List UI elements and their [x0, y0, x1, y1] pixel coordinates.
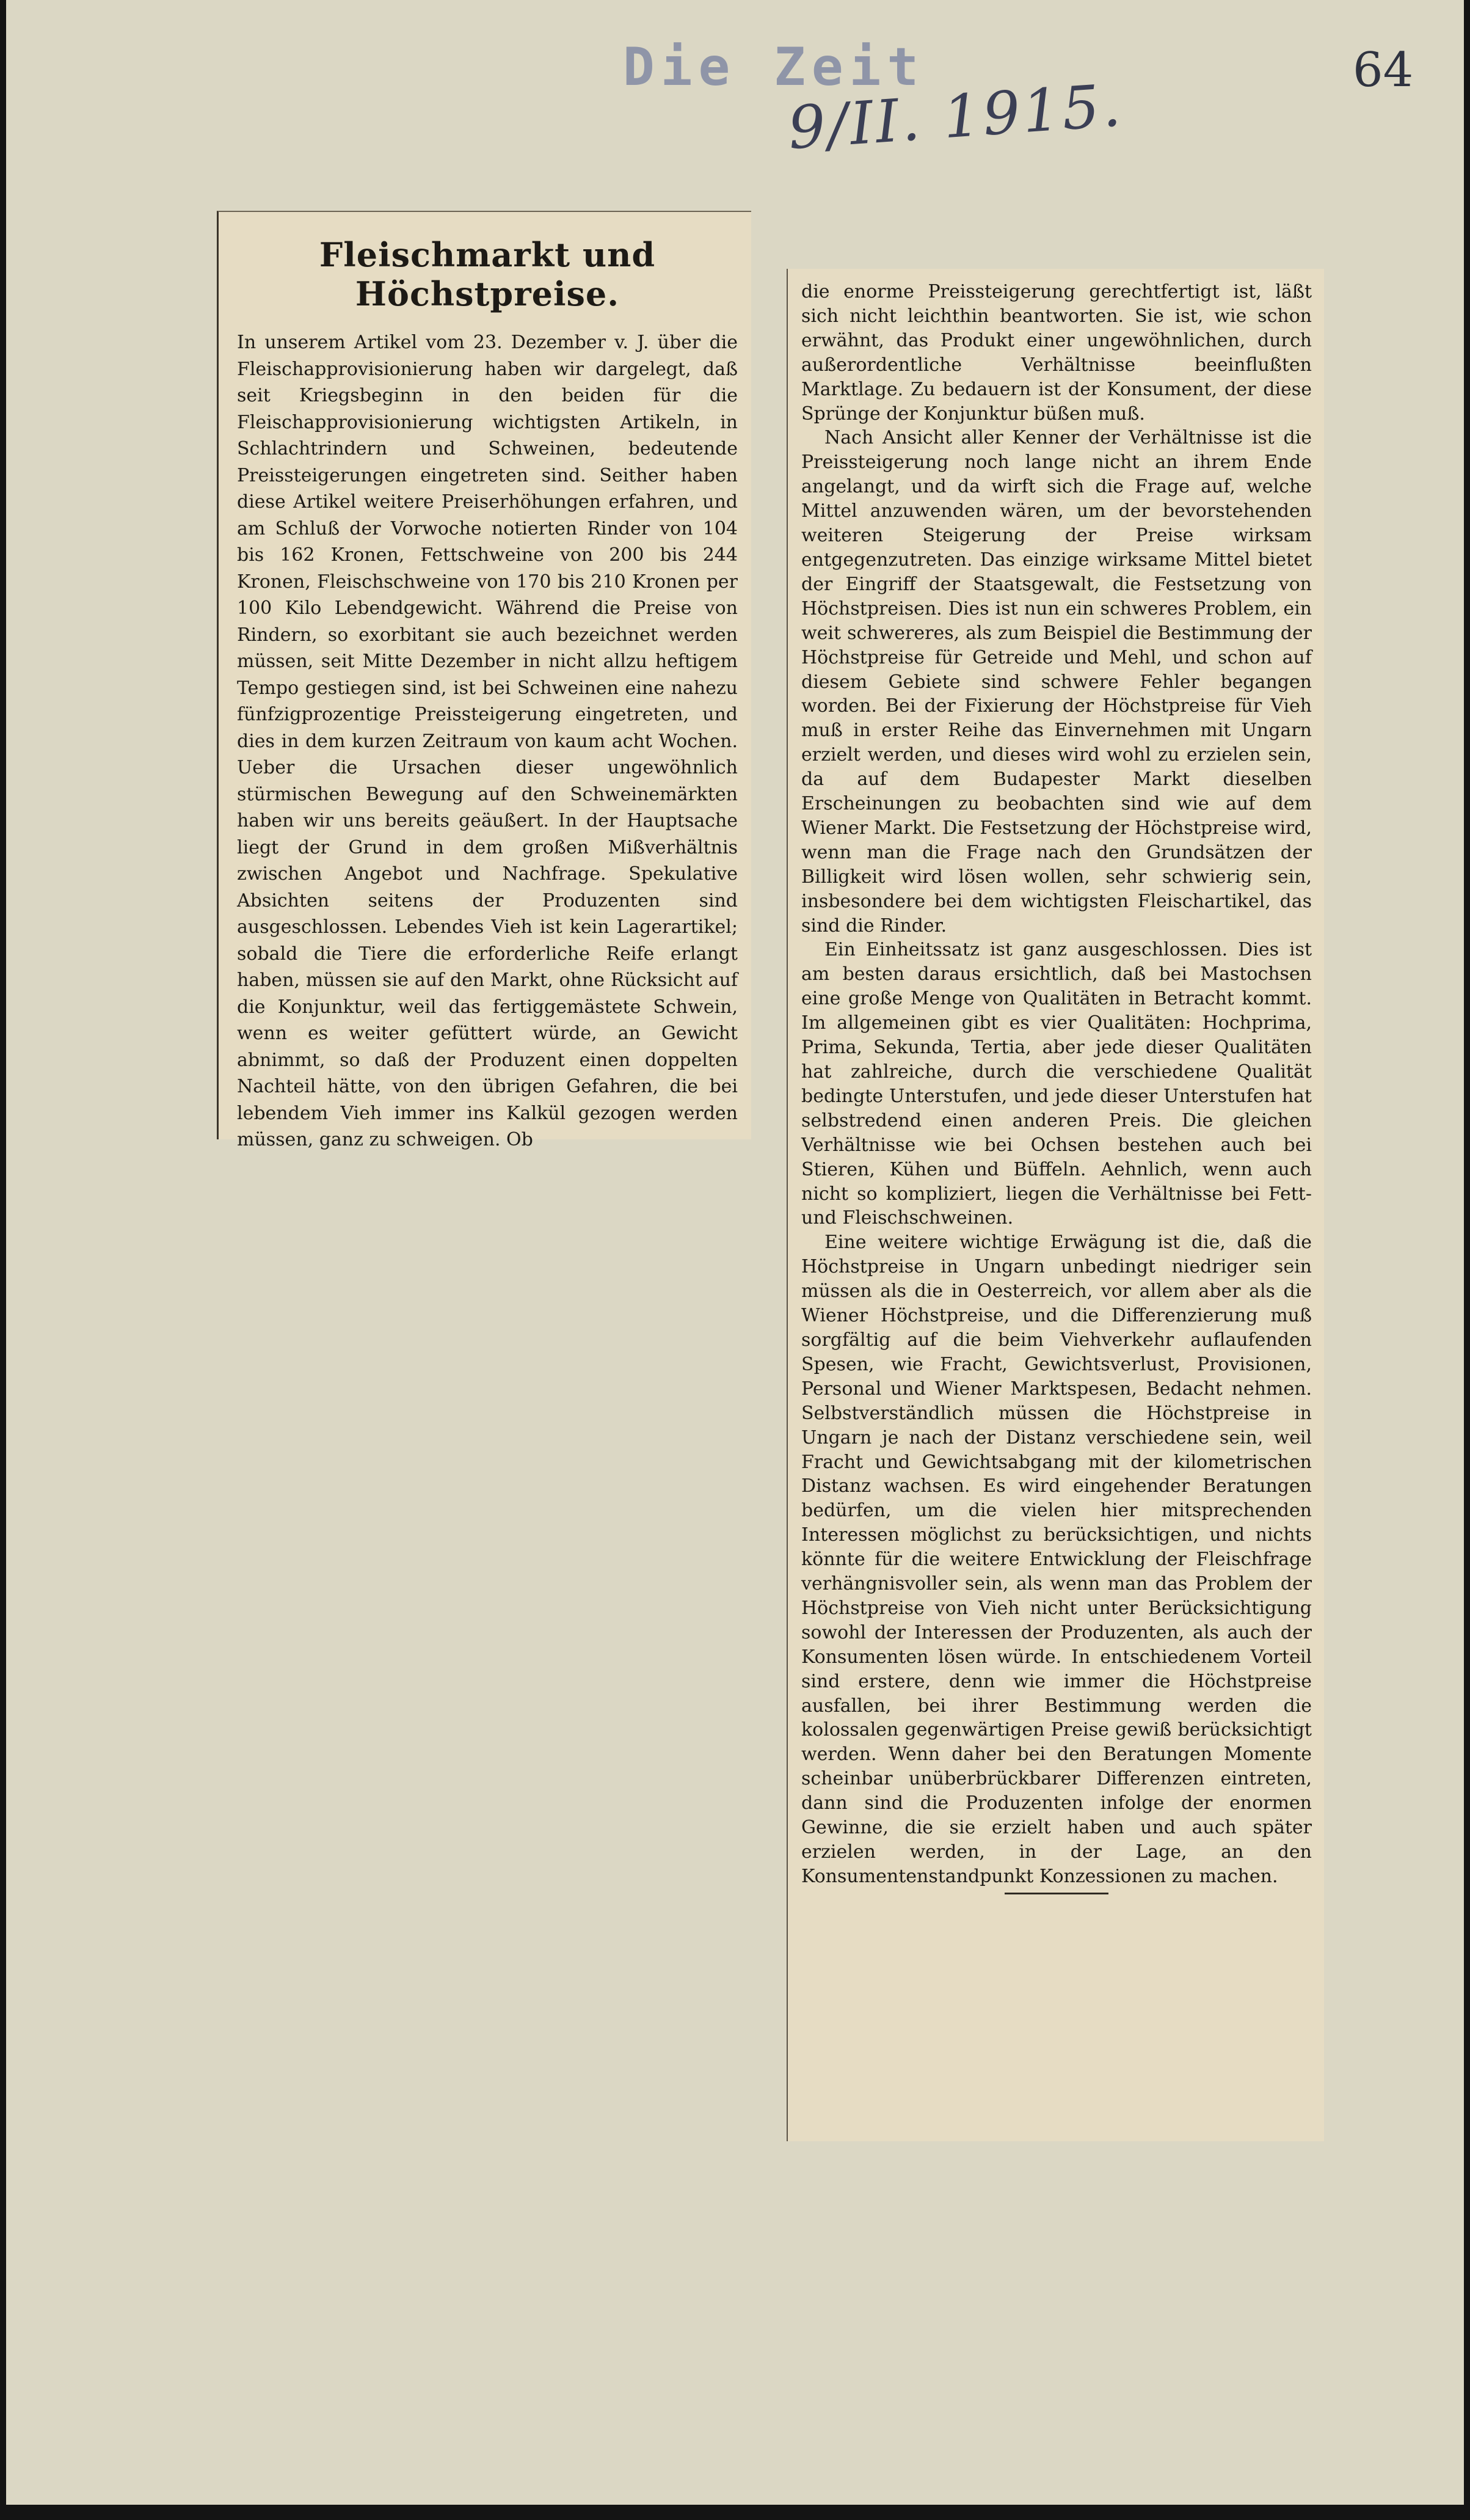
end-rule	[1005, 1893, 1108, 1894]
clipping-column-2	[787, 269, 1324, 2141]
scan-border-left	[0, 0, 6, 2520]
page-number: 64	[1353, 43, 1414, 98]
article-paragraph: Ein Einheitssatz ist ganz ausgeschlossen. Dies ist am besten daraus ersichtlich, daß bei Mastochsen eine große Menge von Qualitäten in Betracht kommt. Im allgemeinen gibt es vier Qualitäten: Hochprima, Prima, Sekunda, Tertia, aber jede dieser Qualitäten hat zahlreiche, durch die verschiedene Qualität bedingte Unterstufen, und jede dieser Unterstufen hat selbstredend einen anderen Preis. Die gleichen Verhältnisse wie bei Ochsen bestehen auch bei Stieren, Kühen und Büffeln. Aehnlich, wenn auch nicht so kompliziert, liegen die Verhältnisse bei Fett- und Fleischschweinen.	[801, 939, 1312, 1229]
article-paragraph: Nach Ansicht aller Kenner der Verhältnisse ist die Preissteigerung noch lange nicht an ihrem Ende angelangt, und da wirft sich die Frage auf, welche Mittel anzuwenden wären, um der bevorstehenden weiteren Steigerung der Preise wirksam entgegenzutreten. Das einzige wirksame Mittel bietet der Eingriff der Staatsgewalt, die Festsetzung von Höchstpreisen. Dies ist nun ein schweres Problem, ein weit schwereres, als zum Beispiel die Bestimmung der Höchstpreise für Getreide und Mehl, und schon auf diesem Gebiete sind schwere Fehler begangen worden. Bei der Fixierung der Höchstpreise für Vieh muß in erster Reihe das Einvernehmen mit Ungarn erzielt werden, und dieses wird wohl zu erzielen sein, da auf dem Budapester Markt dieselben Erscheinungen zu beobachten sind wie auf dem Wiener Markt. Die Festsetzung der Höchstpreise wird, wenn man die Frage nach den Grundsätzen der Billigkeit wird lösen wollen, sehr schwierig sein, insbesondere bei dem wichtigsten Fleischartikel, das sind die Rinder.	[801, 427, 1312, 937]
scan-border-bottom	[0, 2505, 1470, 2520]
newspaper-stamp: Die Zeit	[623, 37, 925, 98]
handwritten-date: 9/II. 1915.	[785, 70, 1126, 163]
article-paragraph: In unserem Artikel vom 23. Dezember v. J. über die Fleischapprovisionierung haben wir dargelegt, daß seit Kriegsbeginn in den beiden für die Fleischapprovisionierung wichtigsten Artikeln, in Schlachtrindern und Schweinen, bedeutende Preissteigerungen eingetreten sind. Seither haben diese Artikel weitere Preiserhöhungen erfahren, und am Schluß der Vorwoche notierten Rinder von 104 bis 162 Kronen, Fettschweine von 200 bis 244 Kronen, Fleischschweine von 170 bis 210 Kronen per 100 Kilo Lebendgewicht. Während die Preise von Rindern, so exorbitant sie auch bezeichnet werden müssen, seit Mitte Dezember in nicht allzu heftigem Tempo gestiegen sind, ist bei Schweinen eine nahezu fünfzigprozentige Preissteigerung eingetreten, und dies in dem kurzen Zeitraum von kaum acht Wochen. Ueber die Ursachen dieser ungewöhnlich stürmischen Bewegung auf den Schweinemärkten haben wir uns bereits geäußert. In der Hauptsache liegt der Grund in dem großen Mißverhältnis zwischen Angebot und Nachfrage. Spekulative Absichten seitens der Produzenten sind ausgeschlossen. Lebendes Vieh ist kein Lagerartikel; sobald die Tiere die erforderliche Reife erlangt haben, müssen sie auf den Markt, ohne Rücksicht auf die Konjunktur, weil das fertiggemästete Schwein, wenn es weiter gefüttert würde, an Gewicht abnimmt, so daß der Produzent einen doppelten Nachteil hätte, von den übrigen Gefahren, die bei lebendem Vieh immer ins Kalkül gezogen werden müssen, ganz zu schweigen. Ob	[237, 332, 738, 1150]
clipping-column-1	[217, 211, 751, 1150]
article-headline: Fleischmarkt und Höchstpreise.	[319, 235, 656, 313]
article-paragraph: die enorme Preissteigerung gerechtfertigt ist, läßt sich nicht leichthin beantworten. Sie ist, wie schon erwähnt, das Produkt einer ungewöhnlichen, durch außerordentliche Verhältnisse beeinflußten Marktlage. Zu bedauern ist der Konsument, der diese Sprünge der Konjunktur büßen muß.	[801, 281, 1312, 425]
article-paragraph: Eine weitere wichtige Erwägung ist die, daß die Höchstpreise in Ungarn unbedingt niedriger sein müssen als die in Oesterreich, vor allem aber als die Wiener Höchstpreise, und die Differenzierung muß sorgfältig auf die beim Viehverkehr auflaufenden Spesen, wie Fracht, Gewichtsverlust, Provisionen, Personal und Wiener Marktspesen, Bedacht nehmen. Selbstverständlich müssen die Höchstpreise in Ungarn je nach der Distanz verschiedene sein, weil Fracht und Gewichtsabgang mit der kilometrischen Distanz wachsen. Es wird eingehender Beratungen bedürfen, um die vielen hier mitsprechenden Interessen möglichst zu berücksichtigen, und nichts könnte für die weitere Entwicklung der Fleischfrage verhängnisvoller sein, als wenn man das Problem der Höchstpreise von Vieh nicht unter Berücksichtigung sowohl der Interessen der Produzenten, als auch der Konsumenten lösen würde. In entschiedenem Vorteil sind erstere, denn wie immer die Höchstpreise ausfallen, bei ihrer Bestimmung werden die kolossalen gegenwärtigen Preise gewiß berücksichtigt werden. Wenn daher bei den Beratungen Momente scheinbar unüberbrückbarer Differenzen eintreten, dann sind die Produzenten infolge der enormen Gewinne, die sie erzielt haben und auch später erzielen werden, in der Lage, an den Konsumentenstandpunkt Konzessionen zu machen.	[801, 1232, 1312, 1887]
scan-border-right	[1464, 0, 1470, 2520]
